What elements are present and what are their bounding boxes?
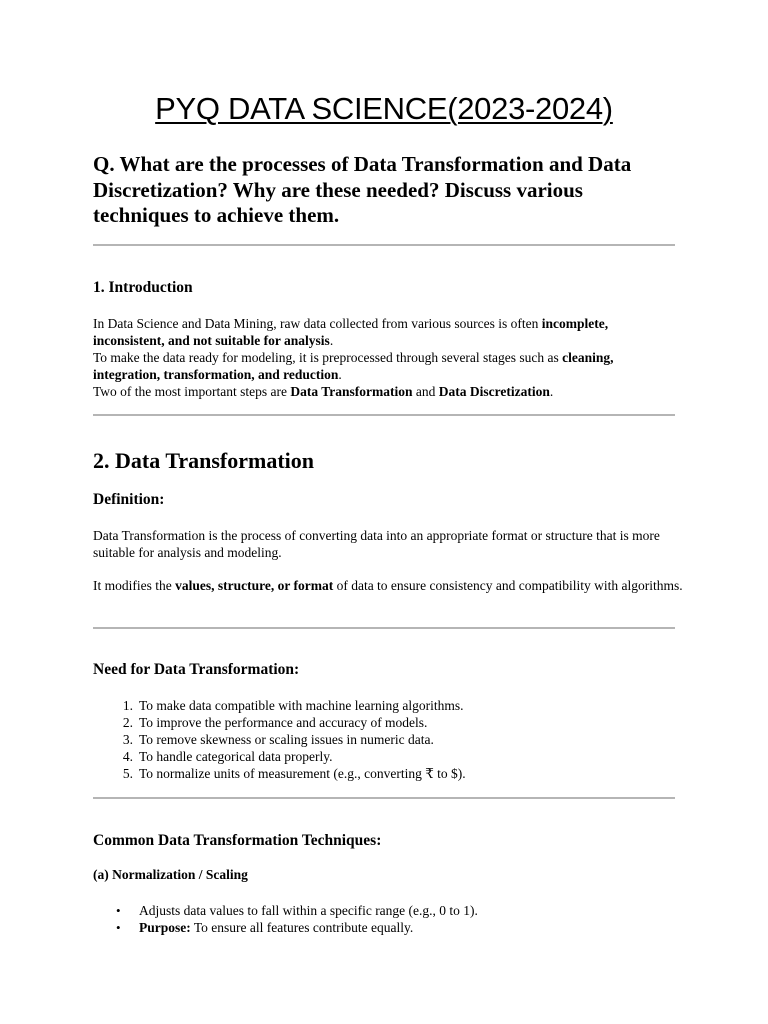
- divider: [93, 627, 675, 629]
- need-heading: Need for Data Transformation:: [93, 661, 300, 678]
- normalization-heading: (a) Normalization / Scaling: [93, 867, 248, 882]
- list-item: • Purpose: To ensure all features contribute equally.: [116, 920, 414, 935]
- modification-paragraph: It modifies the values, structure, or format of data to ensure consistency and compatibility with algorithms.: [93, 578, 683, 593]
- introduction-paragraph: In Data Science and Data Mining, raw data collected from various sources is often incomplete, inconsistent, and not suitable for analysis. To make the data ready for modeling, it is preprocessed through several stages such as cleaning, integration, transformation, and reduction. Two of the most important steps are Data Transformation and Data Discretization.: [93, 316, 614, 399]
- divider: [93, 244, 675, 246]
- need-list: [93, 697, 683, 782]
- list-item: 3. To remove skewness or scaling issues in numeric data.: [122, 732, 434, 747]
- list-item: 2. To improve the performance and accuracy of models.: [122, 715, 428, 730]
- list-item: 1. To make data compatible with machine learning algorithms.: [122, 698, 464, 713]
- divider: [93, 797, 675, 799]
- list-item: • Adjusts data values to fall within a specific range (e.g., 0 to 1).: [116, 903, 478, 918]
- list-item: 5. To normalize units of measurement (e.g., converting ₹ to $).: [122, 766, 466, 781]
- data-transformation-heading: 2. Data Transformation: [93, 448, 315, 473]
- divider: [93, 414, 675, 416]
- bullet-icon: •: [116, 903, 121, 918]
- question-text: Q. What are the processes of Data Transformation and Data Discretization? Why are these needed? Discuss various techniques to achieve them.: [93, 152, 632, 227]
- normalization-bullets: [93, 902, 683, 936]
- definition-paragraph: Data Transformation is the process of converting data into an appropriate format or structure that is more suitable for analysis and modeling.: [93, 528, 660, 560]
- definition-label: Definition:: [93, 491, 165, 508]
- techniques-heading: Common Data Transformation Techniques:: [93, 832, 382, 849]
- bullet-icon: •: [116, 920, 121, 935]
- introduction-heading: 1. Introduction: [93, 279, 193, 296]
- list-item: 4. To handle categorical data properly.: [122, 749, 333, 764]
- document-title: PYQ DATA SCIENCE(2023-2024): [155, 91, 613, 126]
